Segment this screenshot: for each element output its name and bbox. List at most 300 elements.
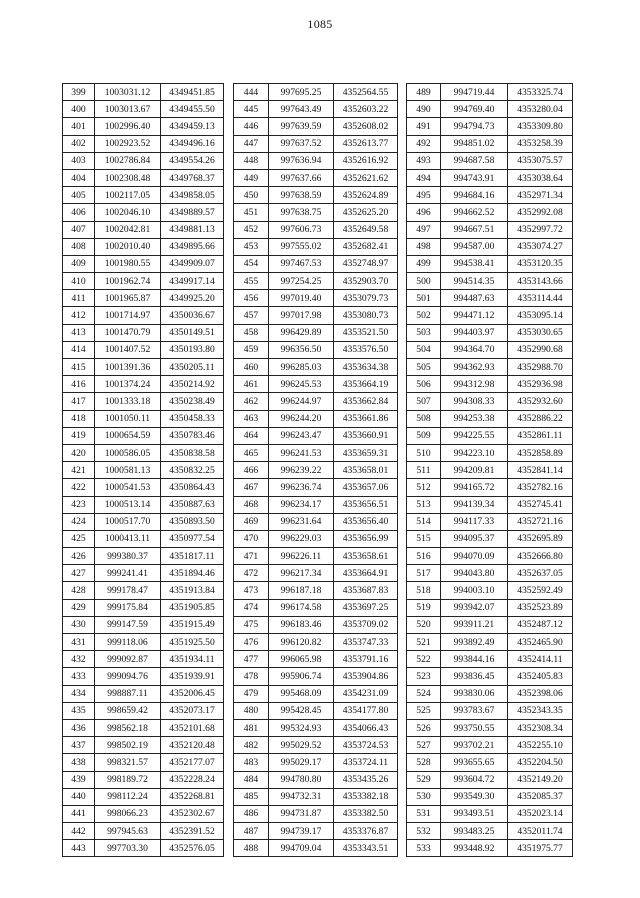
y-coordinate-cell: 4353030.65 [508, 324, 573, 341]
y-coordinate-cell: 4352649.58 [334, 221, 398, 238]
y-coordinate-cell: 4353660.91 [334, 427, 398, 444]
y-coordinate-cell: 4353343.51 [334, 840, 398, 857]
point-number-cell: 510 [407, 444, 441, 461]
y-coordinate-cell: 4352748.97 [334, 255, 398, 272]
table-row [407, 823, 573, 840]
y-coordinate-cell: 4354066.43 [334, 719, 398, 736]
table-row [234, 290, 398, 307]
point-number-cell: 492 [407, 135, 441, 152]
point-number-cell: 504 [407, 341, 441, 358]
y-coordinate-cell: 4352782.16 [508, 479, 573, 496]
x-coordinate-cell: 1002923.52 [95, 135, 161, 152]
x-coordinate-cell: 994312.98 [441, 376, 508, 393]
table-row [63, 341, 224, 358]
y-coordinate-cell: 4350458.33 [161, 410, 224, 427]
y-coordinate-cell: 4353258.39 [508, 135, 573, 152]
table-row [407, 101, 573, 118]
x-coordinate-cell: 996245.53 [269, 376, 334, 393]
y-coordinate-cell: 4353120.35 [508, 255, 573, 272]
y-coordinate-cell: 4353074.27 [508, 238, 573, 255]
point-number-cell: 440 [63, 788, 95, 805]
y-coordinate-cell: 4353521.50 [334, 324, 398, 341]
y-coordinate-cell: 4352990.68 [508, 341, 573, 358]
table-row [63, 204, 224, 221]
point-number-cell: 509 [407, 427, 441, 444]
x-coordinate-cell: 1001050.11 [95, 410, 161, 427]
x-coordinate-cell: 1001374.24 [95, 376, 161, 393]
table-row [407, 307, 573, 324]
table-row [407, 169, 573, 186]
x-coordinate-cell: 994209.81 [441, 462, 508, 479]
point-number-cell: 495 [407, 187, 441, 204]
point-number-cell: 420 [63, 444, 95, 461]
point-number-cell: 423 [63, 496, 95, 513]
x-coordinate-cell: 998112.24 [95, 788, 161, 805]
x-coordinate-cell: 998562.18 [95, 719, 161, 736]
y-coordinate-cell: 4352745.41 [508, 496, 573, 513]
table-row [407, 771, 573, 788]
y-coordinate-cell: 4352603.22 [334, 101, 398, 118]
y-coordinate-cell: 4352268.81 [161, 788, 224, 805]
y-coordinate-cell: 4349455.50 [161, 101, 224, 118]
x-coordinate-cell: 994253.38 [441, 410, 508, 427]
point-number-cell: 502 [407, 307, 441, 324]
point-number-cell: 500 [407, 273, 441, 290]
y-coordinate-cell: 4352997.72 [508, 221, 573, 238]
y-coordinate-cell: 4351934.11 [161, 651, 224, 668]
point-number-cell: 459 [234, 341, 269, 358]
table-row [407, 204, 573, 221]
y-coordinate-cell: 4350036.67 [161, 307, 224, 324]
y-coordinate-cell: 4349451.85 [161, 84, 224, 101]
x-coordinate-cell: 1001980.55 [95, 255, 161, 272]
point-number-cell: 462 [234, 393, 269, 410]
point-number-cell: 501 [407, 290, 441, 307]
x-coordinate-cell: 997019.40 [269, 290, 334, 307]
x-coordinate-cell: 995906.74 [269, 668, 334, 685]
y-coordinate-cell: 4353664.91 [334, 565, 398, 582]
x-coordinate-cell: 994514.35 [441, 273, 508, 290]
x-coordinate-cell: 994003.10 [441, 582, 508, 599]
point-number-cell: 487 [234, 823, 269, 840]
table-row [63, 668, 224, 685]
y-coordinate-cell: 4354231.09 [334, 685, 398, 702]
x-coordinate-cell: 994687.58 [441, 152, 508, 169]
point-number-cell: 466 [234, 462, 269, 479]
y-coordinate-cell: 4349909.07 [161, 255, 224, 272]
table-row [407, 427, 573, 444]
point-number-cell: 472 [234, 565, 269, 582]
y-coordinate-cell: 4352903.70 [334, 273, 398, 290]
y-coordinate-cell: 4350864.43 [161, 479, 224, 496]
y-coordinate-cell: 4353576.50 [334, 341, 398, 358]
y-coordinate-cell: 4352487.12 [508, 616, 573, 633]
y-coordinate-cell: 4353325.74 [508, 84, 573, 101]
x-coordinate-cell: 994719.44 [441, 84, 508, 101]
point-number-cell: 450 [234, 187, 269, 204]
x-coordinate-cell: 998502.19 [95, 737, 161, 754]
x-coordinate-cell: 997254.25 [269, 273, 334, 290]
point-number-cell: 422 [63, 479, 95, 496]
point-number-cell: 415 [63, 359, 95, 376]
table-row [63, 530, 224, 547]
table-row [407, 444, 573, 461]
table-row [234, 634, 398, 651]
y-coordinate-cell: 4351817.11 [161, 548, 224, 565]
y-coordinate-cell: 4354177.80 [334, 702, 398, 719]
x-coordinate-cell: 994732.31 [269, 788, 334, 805]
table-row [234, 668, 398, 685]
table-row [407, 805, 573, 822]
y-coordinate-cell: 4353309.80 [508, 118, 573, 135]
table-row [407, 324, 573, 341]
x-coordinate-cell: 1002996.40 [95, 118, 161, 135]
table-row [407, 651, 573, 668]
point-number-cell: 418 [63, 410, 95, 427]
x-coordinate-cell: 994709.04 [269, 840, 334, 857]
x-coordinate-cell: 994731.87 [269, 805, 334, 822]
table-row [234, 582, 398, 599]
x-coordinate-cell: 1001407.52 [95, 341, 161, 358]
x-coordinate-cell: 996236.74 [269, 479, 334, 496]
x-coordinate-cell: 996234.17 [269, 496, 334, 513]
x-coordinate-cell: 996217.34 [269, 565, 334, 582]
point-number-cell: 480 [234, 702, 269, 719]
x-coordinate-cell: 997703.30 [95, 840, 161, 857]
x-coordinate-cell: 994070.09 [441, 548, 508, 565]
x-coordinate-cell: 999118.06 [95, 634, 161, 651]
point-number-cell: 408 [63, 238, 95, 255]
point-number-cell: 467 [234, 479, 269, 496]
table-row [63, 118, 224, 135]
y-coordinate-cell: 4352405.83 [508, 668, 573, 685]
point-number-cell: 507 [407, 393, 441, 410]
y-coordinate-cell: 4352936.98 [508, 376, 573, 393]
y-coordinate-cell: 4352616.92 [334, 152, 398, 169]
x-coordinate-cell: 1002042.81 [95, 221, 161, 238]
x-coordinate-cell: 994667.51 [441, 221, 508, 238]
table-row [407, 599, 573, 616]
point-number-cell: 405 [63, 187, 95, 204]
table-row [63, 565, 224, 582]
y-coordinate-cell: 4352637.05 [508, 565, 573, 582]
y-coordinate-cell: 4353382.50 [334, 805, 398, 822]
x-coordinate-cell: 1000541.53 [95, 479, 161, 496]
point-number-cell: 400 [63, 101, 95, 118]
x-coordinate-cell: 1000517.70 [95, 513, 161, 530]
y-coordinate-cell: 4350238.49 [161, 393, 224, 410]
x-coordinate-cell: 994487.63 [441, 290, 508, 307]
point-number-cell: 491 [407, 118, 441, 135]
x-coordinate-cell: 994587.00 [441, 238, 508, 255]
x-coordinate-cell: 1001965.87 [95, 290, 161, 307]
point-number-cell: 511 [407, 462, 441, 479]
x-coordinate-cell: 994743.91 [441, 169, 508, 186]
table-row [407, 548, 573, 565]
table-row [63, 187, 224, 204]
x-coordinate-cell: 994769.40 [441, 101, 508, 118]
y-coordinate-cell: 4349917.14 [161, 273, 224, 290]
y-coordinate-cell: 4352414.11 [508, 651, 573, 668]
point-number-cell: 484 [234, 771, 269, 788]
x-coordinate-cell: 996226.11 [269, 548, 334, 565]
point-number-cell: 516 [407, 548, 441, 565]
table-row [63, 255, 224, 272]
point-number-cell: 406 [63, 204, 95, 221]
y-coordinate-cell: 4351975.77 [508, 840, 573, 857]
point-number-cell: 424 [63, 513, 95, 530]
table-row [234, 548, 398, 565]
y-coordinate-cell: 4352971.34 [508, 187, 573, 204]
table-row [407, 668, 573, 685]
table-row [407, 616, 573, 633]
table-row [234, 376, 398, 393]
y-coordinate-cell: 4352886.22 [508, 410, 573, 427]
table-row [234, 479, 398, 496]
point-number-cell: 479 [234, 685, 269, 702]
y-coordinate-cell: 4352721.16 [508, 513, 573, 530]
point-number-cell: 465 [234, 444, 269, 461]
x-coordinate-cell: 994308.33 [441, 393, 508, 410]
point-number-cell: 524 [407, 685, 441, 702]
x-coordinate-cell: 996429.89 [269, 324, 334, 341]
table-row [63, 410, 224, 427]
table-row [234, 702, 398, 719]
point-number-cell: 477 [234, 651, 269, 668]
y-coordinate-cell: 4350887.63 [161, 496, 224, 513]
x-coordinate-cell: 996356.50 [269, 341, 334, 358]
point-number-cell: 486 [234, 805, 269, 822]
y-coordinate-cell: 4352023.14 [508, 805, 573, 822]
x-coordinate-cell: 999092.87 [95, 651, 161, 668]
point-number-cell: 533 [407, 840, 441, 857]
y-coordinate-cell: 4353656.51 [334, 496, 398, 513]
point-number-cell: 417 [63, 393, 95, 410]
x-coordinate-cell: 993655.65 [441, 754, 508, 771]
x-coordinate-cell: 995324.93 [269, 719, 334, 736]
table-row [234, 823, 398, 840]
table-row [63, 599, 224, 616]
point-number-cell: 512 [407, 479, 441, 496]
point-number-cell: 532 [407, 823, 441, 840]
y-coordinate-cell: 4352255.10 [508, 737, 573, 754]
point-number-cell: 488 [234, 840, 269, 857]
table-row [63, 651, 224, 668]
table-row [234, 444, 398, 461]
x-coordinate-cell: 994851.02 [441, 135, 508, 152]
point-number-cell: 435 [63, 702, 95, 719]
table-row [234, 359, 398, 376]
y-coordinate-cell: 4352576.05 [161, 840, 224, 857]
table-row [234, 462, 398, 479]
table-row [407, 118, 573, 135]
x-coordinate-cell: 997017.98 [269, 307, 334, 324]
point-number-cell: 402 [63, 135, 95, 152]
point-number-cell: 469 [234, 513, 269, 530]
y-coordinate-cell: 4352932.60 [508, 393, 573, 410]
coordinate-table-1 [62, 83, 224, 857]
x-coordinate-cell: 996241.53 [269, 444, 334, 461]
y-coordinate-cell: 4353724.53 [334, 737, 398, 754]
y-coordinate-cell: 4349768.37 [161, 169, 224, 186]
point-number-cell: 482 [234, 737, 269, 754]
x-coordinate-cell: 1001714.97 [95, 307, 161, 324]
y-coordinate-cell: 4352608.02 [334, 118, 398, 135]
x-coordinate-cell: 994403.97 [441, 324, 508, 341]
y-coordinate-cell: 4353075.57 [508, 152, 573, 169]
table-row [407, 479, 573, 496]
y-coordinate-cell: 4353659.31 [334, 444, 398, 461]
x-coordinate-cell: 996244.20 [269, 410, 334, 427]
y-coordinate-cell: 4352613.77 [334, 135, 398, 152]
point-number-cell: 503 [407, 324, 441, 341]
x-coordinate-cell: 993911.21 [441, 616, 508, 633]
table-row [63, 221, 224, 238]
x-coordinate-cell: 993493.51 [441, 805, 508, 822]
table-row [234, 238, 398, 255]
x-coordinate-cell: 997695.25 [269, 84, 334, 101]
table-row [234, 341, 398, 358]
point-number-cell: 454 [234, 255, 269, 272]
y-coordinate-cell: 4349895.66 [161, 238, 224, 255]
table-row [63, 719, 224, 736]
y-coordinate-cell: 4349459.13 [161, 118, 224, 135]
y-coordinate-cell: 4352073.17 [161, 702, 224, 719]
table-row [407, 359, 573, 376]
point-number-cell: 476 [234, 634, 269, 651]
y-coordinate-cell: 4352992.08 [508, 204, 573, 221]
y-coordinate-cell: 4352682.41 [334, 238, 398, 255]
point-number-cell: 521 [407, 634, 441, 651]
x-coordinate-cell: 993448.92 [441, 840, 508, 857]
x-coordinate-cell: 996243.47 [269, 427, 334, 444]
y-coordinate-cell: 4352621.62 [334, 169, 398, 186]
x-coordinate-cell: 997467.53 [269, 255, 334, 272]
point-number-cell: 498 [407, 238, 441, 255]
y-coordinate-cell: 4352592.49 [508, 582, 573, 599]
table-row [63, 273, 224, 290]
table-row [407, 187, 573, 204]
y-coordinate-cell: 4352564.55 [334, 84, 398, 101]
x-coordinate-cell: 1001470.79 [95, 324, 161, 341]
x-coordinate-cell: 994684.16 [441, 187, 508, 204]
x-coordinate-cell: 994043.80 [441, 565, 508, 582]
point-number-cell: 441 [63, 805, 95, 822]
point-number-cell: 483 [234, 754, 269, 771]
point-number-cell: 403 [63, 152, 95, 169]
point-number-cell: 442 [63, 823, 95, 840]
table-row [63, 376, 224, 393]
y-coordinate-cell: 4350977.54 [161, 530, 224, 547]
point-number-cell: 494 [407, 169, 441, 186]
table-row [234, 393, 398, 410]
table-row [407, 754, 573, 771]
x-coordinate-cell: 999094.76 [95, 668, 161, 685]
table-row [234, 84, 398, 101]
table-row [63, 548, 224, 565]
point-number-cell: 434 [63, 685, 95, 702]
point-number-cell: 468 [234, 496, 269, 513]
x-coordinate-cell: 997636.94 [269, 152, 334, 169]
point-number-cell: 451 [234, 204, 269, 221]
x-coordinate-cell: 994139.34 [441, 496, 508, 513]
x-coordinate-cell: 994538.41 [441, 255, 508, 272]
x-coordinate-cell: 997638.75 [269, 204, 334, 221]
y-coordinate-cell: 4350783.46 [161, 427, 224, 444]
y-coordinate-cell: 4351894.46 [161, 565, 224, 582]
table-row [234, 805, 398, 822]
y-coordinate-cell: 4352343.35 [508, 702, 573, 719]
y-coordinate-cell: 4352101.68 [161, 719, 224, 736]
x-coordinate-cell: 999241.41 [95, 565, 161, 582]
x-coordinate-cell: 1003013.67 [95, 101, 161, 118]
x-coordinate-cell: 997638.59 [269, 187, 334, 204]
point-number-cell: 428 [63, 582, 95, 599]
point-number-cell: 470 [234, 530, 269, 547]
table-row [234, 324, 398, 341]
point-number-cell: 525 [407, 702, 441, 719]
x-coordinate-cell: 993483.25 [441, 823, 508, 840]
point-number-cell: 457 [234, 307, 269, 324]
table-row [407, 393, 573, 410]
y-coordinate-cell: 4352465.90 [508, 634, 573, 651]
table-row [234, 737, 398, 754]
y-coordinate-cell: 4351913.84 [161, 582, 224, 599]
table-row [63, 840, 224, 857]
x-coordinate-cell: 993604.72 [441, 771, 508, 788]
table-row [63, 788, 224, 805]
point-number-cell: 430 [63, 616, 95, 633]
table-row [63, 771, 224, 788]
x-coordinate-cell: 999178.47 [95, 582, 161, 599]
x-coordinate-cell: 1001962.74 [95, 273, 161, 290]
point-number-cell: 505 [407, 359, 441, 376]
point-number-cell: 448 [234, 152, 269, 169]
y-coordinate-cell: 4353038.64 [508, 169, 573, 186]
table-row [407, 788, 573, 805]
x-coordinate-cell: 993830.06 [441, 685, 508, 702]
x-coordinate-cell: 995029.17 [269, 754, 334, 771]
point-number-cell: 431 [63, 634, 95, 651]
table-row [407, 719, 573, 736]
y-coordinate-cell: 4353114.44 [508, 290, 573, 307]
point-number-cell: 506 [407, 376, 441, 393]
point-number-cell: 426 [63, 548, 95, 565]
y-coordinate-cell: 4350838.58 [161, 444, 224, 461]
table-row [407, 840, 573, 857]
point-number-cell: 436 [63, 719, 95, 736]
point-number-cell: 519 [407, 599, 441, 616]
point-number-cell: 473 [234, 582, 269, 599]
x-coordinate-cell: 1001391.36 [95, 359, 161, 376]
point-number-cell: 399 [63, 84, 95, 101]
table-row [63, 805, 224, 822]
point-number-cell: 414 [63, 341, 95, 358]
x-coordinate-cell: 997555.02 [269, 238, 334, 255]
y-coordinate-cell: 4353634.38 [334, 359, 398, 376]
table-row [234, 616, 398, 633]
x-coordinate-cell: 1000586.05 [95, 444, 161, 461]
y-coordinate-cell: 4350193.80 [161, 341, 224, 358]
table-row [234, 771, 398, 788]
y-coordinate-cell: 4352391.52 [161, 823, 224, 840]
table-row [407, 341, 573, 358]
y-coordinate-cell: 4350214.92 [161, 376, 224, 393]
x-coordinate-cell: 999147.59 [95, 616, 161, 633]
table-row [63, 444, 224, 461]
y-coordinate-cell: 4349889.57 [161, 204, 224, 221]
point-number-cell: 527 [407, 737, 441, 754]
